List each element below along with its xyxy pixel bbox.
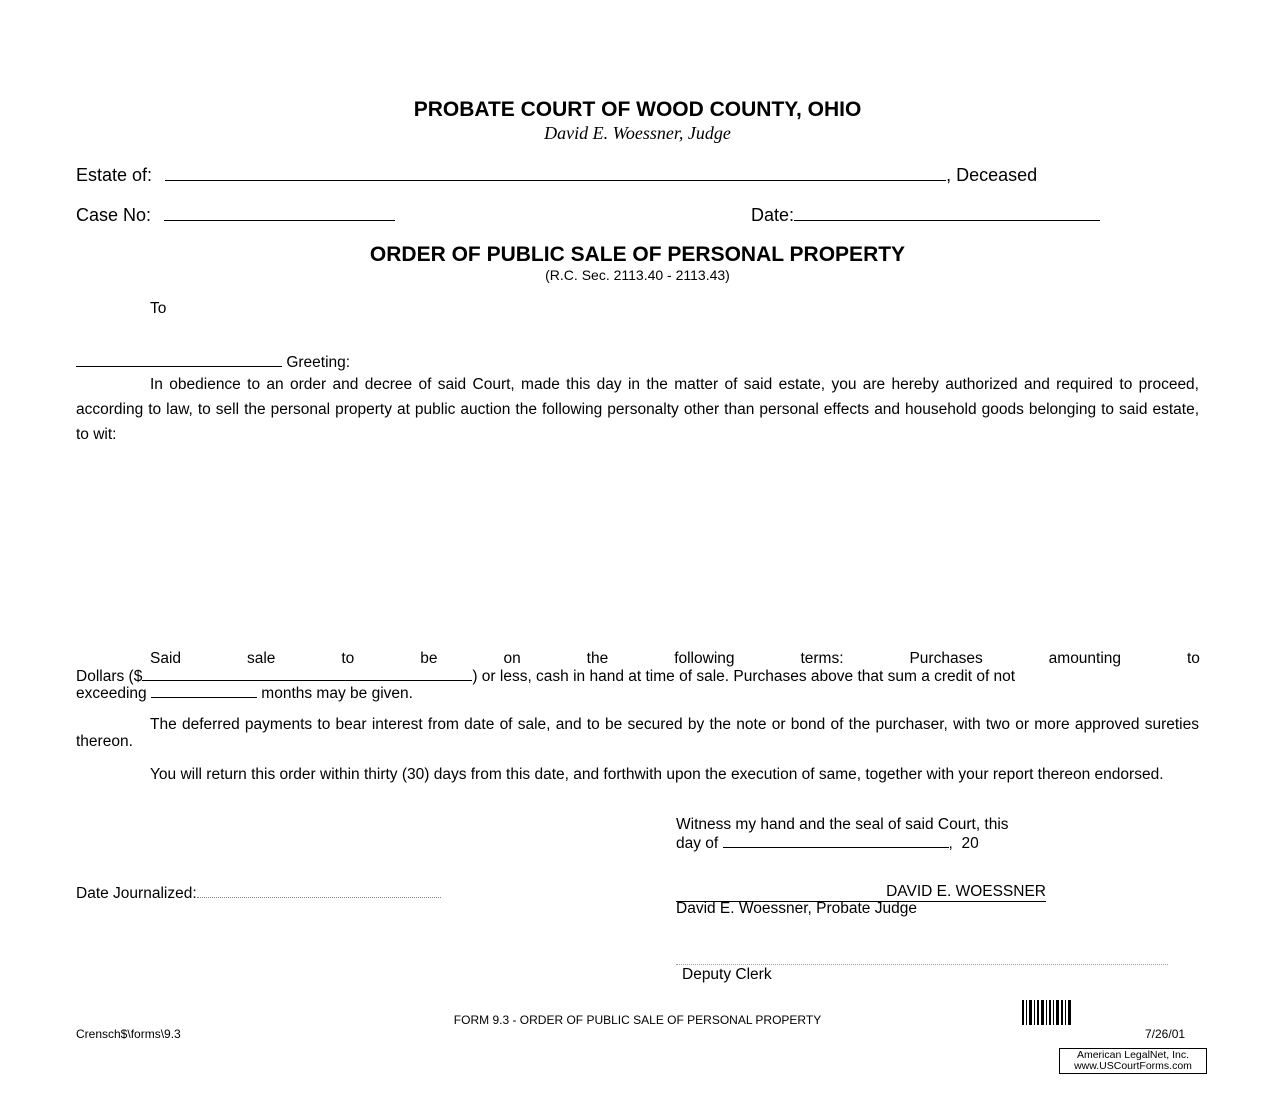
form-path: Crensch$\forms\9.3 bbox=[76, 1027, 181, 1041]
estate-field[interactable] bbox=[165, 164, 946, 181]
deferred-paragraph bbox=[76, 716, 1199, 750]
terms-line-2-text: ) or less, cash in hand at time of sale. Purchases above that sum a credit of not bbox=[472, 668, 1016, 685]
date-journalized-label: Date Journalized: bbox=[76, 885, 197, 902]
date-field[interactable] bbox=[794, 204, 1100, 221]
statute-reference: (R.C. Sec. 2113.40 - 2113.43) bbox=[545, 267, 730, 283]
year-label: 20 bbox=[961, 835, 979, 852]
deputy-clerk-label: Deputy Clerk bbox=[682, 966, 772, 983]
publisher-url: www.USCourtForms.com bbox=[1074, 1060, 1192, 1072]
terms-word: to bbox=[1187, 650, 1200, 667]
greeting-row bbox=[76, 350, 350, 372]
date-journalized-row bbox=[76, 883, 441, 903]
terms-word: sale bbox=[246, 650, 276, 667]
date-label: Date: bbox=[751, 205, 795, 225]
deferred-text: The deferred payments to bear interest from date of sale, and to be secured by the note or bond of the purchaser, with two or more approved sureties thereon. bbox=[76, 716, 1199, 750]
return-paragraph bbox=[76, 766, 1199, 783]
day-of-row: day of , 20 bbox=[676, 835, 979, 852]
months-field[interactable] bbox=[151, 683, 257, 698]
deputy-signature-line bbox=[676, 964, 1168, 965]
court-title: PROBATE COURT OF WOOD COUNTY, OHIO bbox=[413, 98, 862, 121]
terms-word: amounting bbox=[1048, 650, 1122, 667]
estate-label: Estate of: bbox=[76, 165, 153, 185]
form-date: 7/26/01 bbox=[1145, 1027, 1186, 1041]
months-label: months may be given. bbox=[261, 685, 413, 702]
terms-word: be bbox=[420, 650, 438, 667]
terms-word: to bbox=[341, 650, 355, 667]
terms-word: the bbox=[586, 650, 609, 667]
terms-word: Said bbox=[150, 650, 182, 667]
terms-word: terms: bbox=[800, 650, 844, 667]
obedience-text: In obedience to an order and decree of said Court, made this day in the matter of said estate, you are hereby authorized and required to proceed, according to law, to sell the personal property at public auction the following personalty other than personal effects and household goods belonging to said estate, to wit: bbox=[76, 376, 1199, 443]
obedience-paragraph bbox=[76, 372, 1199, 447]
case-no-label: Case No: bbox=[76, 205, 152, 225]
case-no-field[interactable] bbox=[164, 204, 395, 221]
judge-name-caps: DAVID E. WOESSNER bbox=[886, 883, 1046, 900]
judge-subtitle: David E. Woessner, Judge bbox=[544, 123, 731, 143]
judge-title: David E. Woessner, Probate Judge bbox=[676, 900, 917, 917]
estate-row bbox=[76, 164, 1037, 186]
order-title: ORDER OF PUBLIC SALE OF PERSONAL PROPERTY bbox=[369, 243, 906, 266]
date-row bbox=[751, 204, 1100, 226]
terms-line-3 bbox=[76, 683, 413, 703]
form-title-footer: FORM 9.3 - ORDER OF PUBLIC SALE OF PERSONAL PROPERTY bbox=[453, 1013, 822, 1027]
deceased-label: , Deceased bbox=[946, 165, 1038, 185]
case-no-row bbox=[76, 204, 395, 226]
dollar-amount-field[interactable] bbox=[142, 666, 472, 681]
to-label: To bbox=[150, 300, 167, 317]
greeting-label: Greeting: bbox=[286, 354, 351, 371]
return-text: You will return this order within thirty (30) days from this date, and forthwith upon the execution of same, together with your report thereon endorsed. bbox=[150, 766, 1164, 783]
publisher-name: American LegalNet, Inc. bbox=[1076, 1049, 1190, 1061]
witness-line: Witness my hand and the seal of said Court, this bbox=[676, 816, 1009, 833]
day-of-label: day of bbox=[676, 835, 719, 852]
terms-word: on bbox=[503, 650, 521, 667]
addressee-field[interactable] bbox=[76, 350, 282, 367]
publisher-stamp bbox=[1059, 1048, 1207, 1074]
day-of-field[interactable] bbox=[723, 833, 949, 848]
terms-word: Purchases bbox=[909, 650, 983, 667]
terms-word: following bbox=[674, 650, 735, 667]
exceeding-label: exceeding bbox=[76, 685, 147, 702]
dollars-label: Dollars ($ bbox=[76, 668, 143, 685]
date-journalized-field[interactable] bbox=[197, 883, 441, 898]
